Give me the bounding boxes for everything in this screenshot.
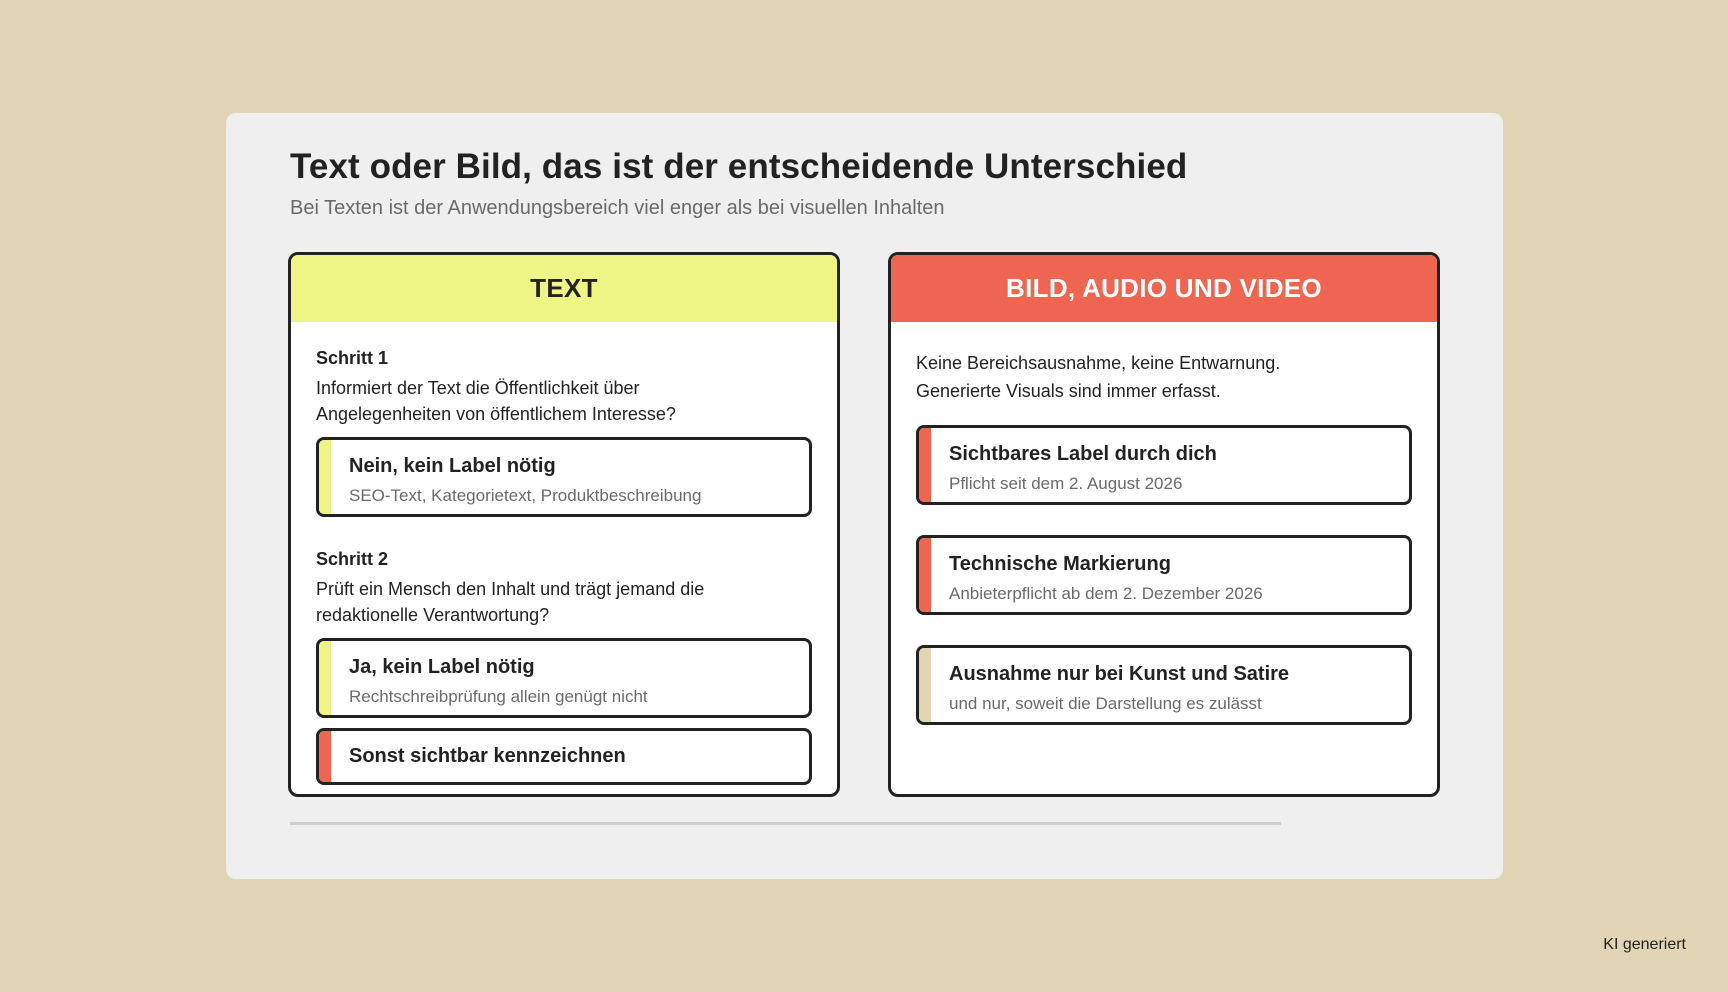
media-box-visible-label <box>916 425 1412 505</box>
media-box-title: Technische Markierung <box>949 553 1171 575</box>
ai-generated-note: KI generiert <box>1603 936 1686 953</box>
media-box-title: Sichtbares Label durch dich <box>949 443 1217 465</box>
media-panel-body <box>891 349 1437 725</box>
media-box-title: Ausnahme nur bei Kunst und Satire <box>949 663 1290 685</box>
step1-result-box <box>316 437 812 517</box>
else-result-title: Sonst sichtbar kennzeichnen <box>349 745 626 767</box>
step2-result-title: Ja, kein Label nötig <box>349 656 535 678</box>
step2-result-box <box>316 638 812 718</box>
beige-accent-bar <box>919 648 931 722</box>
red-accent-bar <box>919 428 931 502</box>
media-panel-heading: BILD, AUDIO UND VIDEO <box>891 255 1437 322</box>
page-subtitle: Bei Texten ist der Anwendungsbereich viel enger als bei visuellen Inhalten <box>290 197 945 219</box>
media-box-technical-marking <box>916 535 1412 615</box>
media-intro: Keine Bereichsausnahme, keine Entwarnung. Generierte Visuals sind immer erfasst. <box>916 353 1281 401</box>
text-panel-body <box>291 348 837 785</box>
media-box-subtitle: Pflicht seit dem 2. August 2026 <box>949 474 1183 493</box>
yellow-accent-bar <box>319 641 331 715</box>
step1-result-subtitle: SEO-Text, Kategorietext, Produktbeschreibung <box>349 486 702 505</box>
step2-question: Prüft ein Mensch den Inhalt und trägt jemand die redaktionelle Verantwortung? <box>316 579 705 625</box>
text-panel <box>288 252 840 797</box>
bottom-divider <box>290 822 1281 825</box>
media-box-art-satire-exception <box>916 645 1412 725</box>
infographic-card <box>226 113 1503 879</box>
red-accent-bar <box>319 731 331 782</box>
step1-result-title: Nein, kein Label nötig <box>349 455 556 477</box>
media-panel <box>888 252 1440 797</box>
red-accent-bar <box>919 538 931 612</box>
media-box-subtitle: und nur, soweit die Darstellung es zulässt <box>949 694 1262 713</box>
text-panel-heading: TEXT <box>291 255 837 322</box>
step2-label: Schritt 2 <box>316 549 389 569</box>
page-title: Text oder Bild, das ist der entscheidende Unterschied <box>290 147 1188 186</box>
step1-label: Schritt 1 <box>316 348 389 368</box>
step2-result-subtitle: Rechtschreibprüfung allein genügt nicht <box>349 687 648 706</box>
yellow-accent-bar <box>319 440 331 514</box>
media-box-subtitle: Anbieterpflicht ab dem 2. Dezember 2026 <box>949 584 1263 603</box>
step1-question: Informiert der Text die Öffentlichkeit über Angelegenheiten von öffentlichem Interesse? <box>316 378 676 424</box>
else-result-box <box>316 728 812 785</box>
